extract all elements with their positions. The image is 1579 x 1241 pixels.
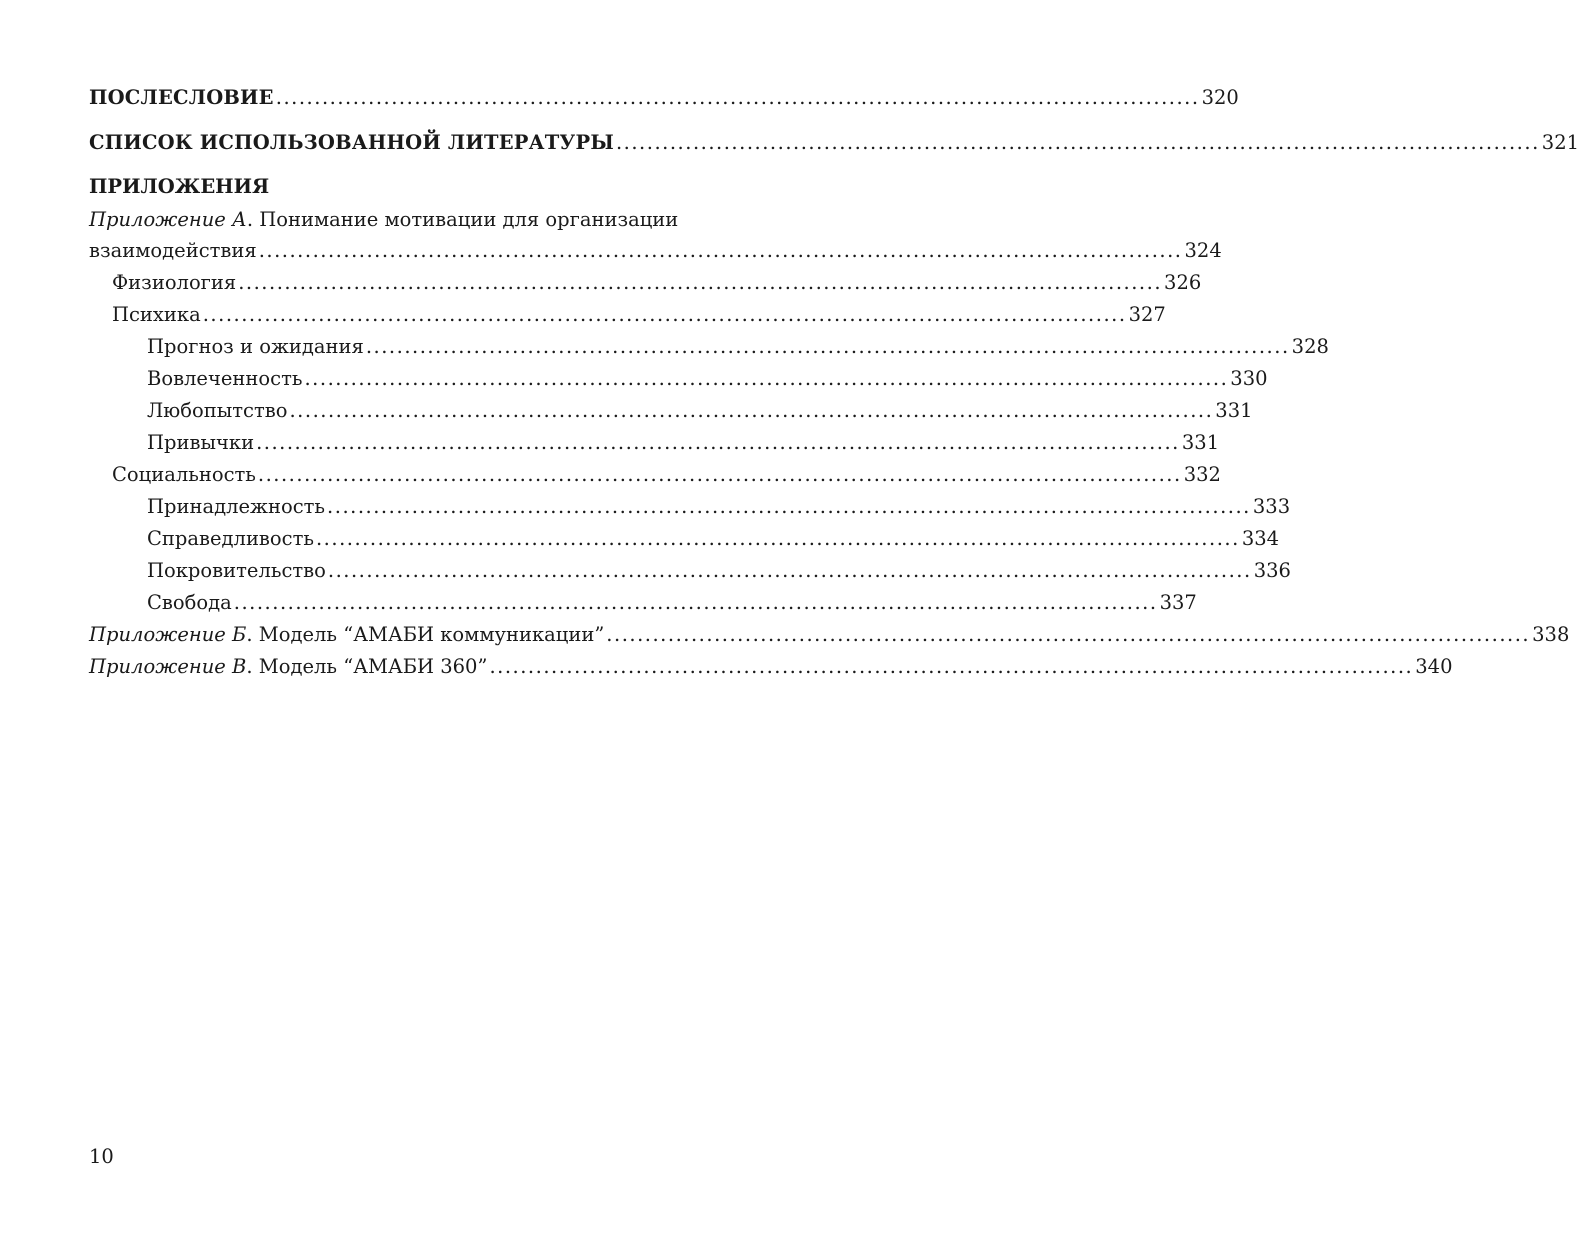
dot-leader: ........................................................................................................................ — [258, 239, 1183, 262]
toc-entry-title — [89, 619, 604, 651]
toc-page-number: 328 — [1291, 335, 1329, 358]
toc-entry-title: Социальность — [112, 463, 256, 486]
toc-entry — [89, 331, 1329, 363]
toc-entry-title: Привычки — [147, 431, 255, 454]
toc-entry — [89, 555, 1291, 587]
toc-entry — [89, 299, 1166, 331]
toc-entry-title: Вовлеченность — [147, 367, 303, 390]
toc-page-number: 326 — [1164, 271, 1202, 294]
appendix-title: . Модель “АМАБИ коммуникации” — [246, 623, 605, 646]
dot-leader: ........................................................................................................................ — [304, 367, 1229, 390]
dot-leader: ........................................................................................................................ — [365, 335, 1290, 358]
toc-entry-appendix-a-line1 — [89, 205, 786, 235]
toc-page-number: 333 — [1252, 495, 1291, 518]
dot-leader: ........................................................................................................................ — [256, 431, 1180, 454]
toc-page-number: 330 — [1230, 367, 1268, 390]
appendix-title: . Понимание мотивации для организации — [246, 208, 679, 231]
dot-leader: ........................................................................................................................ — [257, 463, 1182, 486]
toc-entry-title: СПИСОК ИСПОЛЬЗОВАННОЙ ЛИТЕРАТУРЫ — [89, 131, 614, 154]
toc-page-number: 334 — [1241, 527, 1280, 550]
appendix-label: Приложение Б — [89, 623, 247, 646]
toc-page-number: 331 — [1215, 399, 1253, 422]
toc-entry-appendix-a — [89, 235, 1222, 267]
toc-entry — [89, 427, 1220, 459]
toc-entry-afterword — [89, 82, 1239, 114]
toc-entry — [89, 395, 1253, 427]
toc-entry — [89, 491, 1291, 523]
toc-entry-title: Свобода — [147, 591, 232, 614]
toc-entry-title: Физиология — [112, 271, 237, 294]
toc-entry — [89, 587, 1197, 619]
dot-leader: ........................................................................................................................ — [327, 559, 1252, 582]
toc-entry-title: Справедливость — [147, 527, 314, 550]
toc-entry — [89, 267, 1202, 299]
toc-page-number: 338 — [1532, 623, 1570, 646]
toc-entry-title: взаимодействия — [89, 239, 257, 262]
appendix-label: Приложение В — [89, 655, 247, 678]
dot-leader: ........................................................................................................................ — [606, 623, 1531, 646]
toc-entry-references — [89, 127, 1579, 159]
dot-leader: ........................................................................................................................ — [327, 495, 1251, 518]
dot-leader: ........................................................................................................................ — [289, 399, 1214, 422]
appendices-heading: ПРИЛОЖЕНИЯ — [89, 175, 270, 198]
page-folio-number: 10 — [89, 1145, 114, 1168]
toc-page-number: 331 — [1181, 431, 1220, 454]
appendix-title: . Модель “АМАБИ 360” — [246, 655, 488, 678]
toc-entry — [89, 459, 1221, 491]
toc-entry — [89, 523, 1280, 555]
dot-leader: ........................................................................................................................ — [275, 86, 1200, 109]
appendix-label: Приложение А — [89, 208, 247, 231]
dot-leader: ........................................................................................................................ — [315, 527, 1240, 550]
toc-page-number: 340 — [1415, 655, 1453, 678]
toc-entry-title — [89, 651, 487, 683]
appendices-list — [89, 205, 1570, 683]
dot-leader: ........................................................................................................................ — [615, 131, 1540, 154]
toc-page-number: 332 — [1183, 463, 1221, 486]
toc-entry-title: Принадлежность — [147, 495, 326, 518]
toc-page-number: 337 — [1159, 591, 1197, 614]
dot-leader: ........................................................................................................................ — [202, 303, 1127, 326]
toc-entry-appendix-b — [89, 619, 1570, 651]
dot-leader: ........................................................................................................................ — [238, 271, 1163, 294]
toc-entry — [89, 363, 1268, 395]
toc-page-number: 336 — [1253, 559, 1291, 582]
toc-entry-title: Психика — [112, 303, 201, 326]
toc-entry-title: Покровительство — [147, 559, 326, 582]
toc-page-number: 327 — [1128, 303, 1166, 326]
toc-entry-appendix-v — [89, 651, 1453, 683]
dot-leader: ........................................................................................................................ — [233, 591, 1158, 614]
toc-entry-title: Прогноз и ожидания — [147, 335, 364, 358]
toc-page-number: 324 — [1184, 239, 1222, 262]
toc-page-number: 320 — [1201, 86, 1239, 109]
dot-leader: ........................................................................................................................ — [489, 655, 1414, 678]
toc-page-number: 321 — [1541, 131, 1579, 154]
toc-entry-title: ПОСЛЕСЛОВИЕ — [89, 86, 274, 109]
toc-entry-title: Любопытство — [147, 399, 288, 422]
